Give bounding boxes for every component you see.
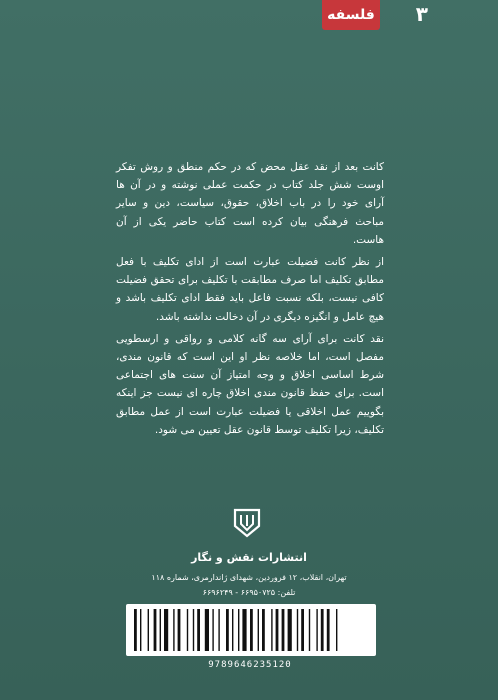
series-title: فلسفه [327,7,375,23]
publisher-name: انتشارات نقش و نگار [191,551,307,564]
blurb [116,158,384,443]
publisher-phones: تلفن: ۶۶۹۵۰۷۲۵ - ۶۶۹۶۲۴۹ [202,588,296,597]
blurb-paragraph-1: کانت بعد از نقد عقل محض که در حکم منطق و روش تفکر اوست شش جلد کتاب در حکمت عملی نوشته و در آن ها آرای خود را در باب اخلاق، حقوق، سیاست، دین و سایر مباحث فرهنگی بیان کرده است کتاب حاضر یکی از آن هاست. [116,161,384,246]
barcode-bars-icon [126,604,376,656]
publisher-logo-icon [232,508,262,538]
barcode [126,604,376,656]
publisher-address: تهران، انقلاب، ۱۲ فروردین، شهدای ژاندارمری، شماره ۱۱۸ [151,573,347,582]
series-title-tab [322,0,380,30]
isbn-number: 9789646235120 [208,660,292,670]
blurb-paragraph-3: نقد کانت برای آرای سه گانه کلامی و رواقی و ارسطویی مفصل است، اما خلاصه نظر او این است که قانون مندی، شرط اساسی اخلاق و وجه امتیاز آن سنت های اجتماعی است. برای حفظ قانون مندی اخلاق چاره ای نیست جز اینکه بگوییم عمل اخلاقی یا فضیلت عبارت است از عمل مطابق تکلیف، زیرا تکلیف توسط قانون عقل تعیین می شود. [116,332,384,436]
series-number: ۳ [415,2,428,26]
blurb-paragraph-2: از نظر کانت فضیلت عبارت است از ادای تکلیف با فعل مطابق تکلیف اما صرف مطابقت با تکلیف برای تحقق فضیلت کافی نیست، بلکه نسبت فاعل باید فقط ادای تکلیف باشد و هیچ عامل و انگیزه دیگری در آن دخالت نداشته باشد. [116,256,384,323]
